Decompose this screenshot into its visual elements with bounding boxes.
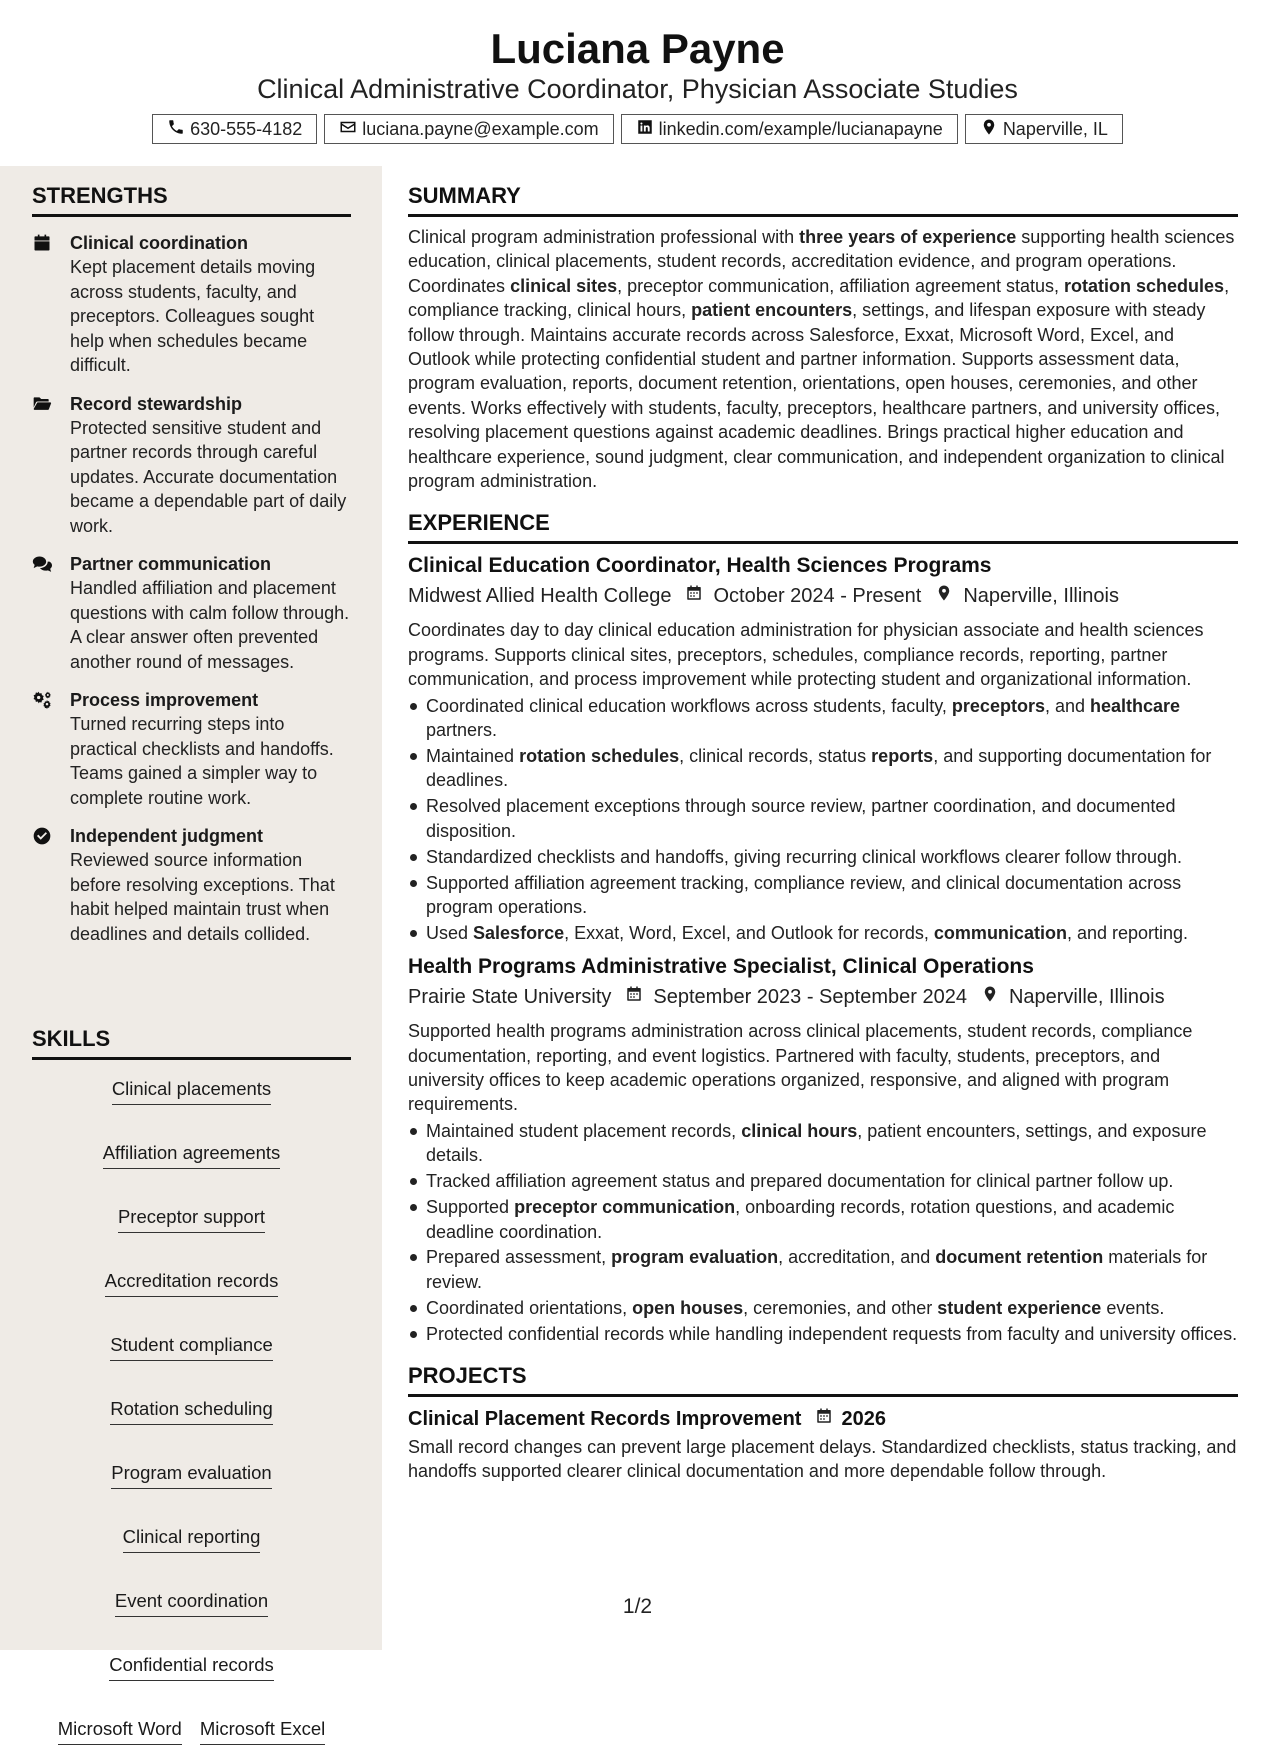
sidebar: [0, 166, 382, 1739]
job-bullet: Supported preceptor communication, onboarding records, rotation questions, and academic deadline coordination.: [408, 1195, 1238, 1244]
strength-name: Partner communication: [70, 554, 272, 574]
strength-desc: Reviewed source information before resolving exceptions. That habit helped maintain trust when deadlines and details collided.: [70, 850, 335, 944]
job-bullet: Coordinated clinical education workflows across students, faculty, preceptors, and healthcare partners.: [408, 694, 1238, 743]
skill-tag: Clinical reporting: [123, 1525, 261, 1553]
check-circle-icon: [32, 824, 70, 946]
calendar-icon: [801, 1405, 841, 1433]
skill-tag: Clinical placements: [112, 1077, 271, 1105]
summary-heading: SUMMARY: [408, 183, 1238, 217]
map-pin-icon: [980, 118, 998, 141]
contact-linkedin-text: linkedin.com/example/lucianapayne: [658, 118, 943, 139]
skill-tag: Event coordination: [115, 1589, 268, 1617]
calendar-icon: [611, 983, 653, 1011]
job-location: Naperville, Illinois: [1008, 986, 1165, 1009]
strength-name: Record stewardship: [70, 393, 243, 414]
skills-section: [32, 1026, 351, 1745]
strength-desc: Turned recurring steps into practical checklists and handoffs. Teams gained a simpler way to complete routine work.: [70, 714, 334, 808]
job-org: Prairie State University: [408, 986, 612, 1009]
summary-text: Clinical program administration professional with three years of experience supporting health sciences education, clinical placements, student records, accreditation evidence, and program operations. Coordinates clinical sites, preceptor communication, affiliation agreement status, rotation schedules, compliance tracking, clinical hours, patient encounters, settings, and lifespan exposure with steady follow through. Maintains accurate records across Salesforce, Exxat, Microsoft Word, Excel, and Outlook while protecting confidential student and partner information. Supports assessment data, program evaluation, reports, document retention, orientations, open houses, ceremonies, and other events. Works effectively with students, faculty, preceptors, healthcare partners, and university offices, resolving placement questions against academic deadlines. Brings practical higher education and healthcare experience, sound judgment, clear communication, and independent organization to clinical program administration.: [408, 227, 1235, 492]
page-number: 1/2: [622, 1595, 653, 1618]
skill-tag: Preceptor support: [118, 1205, 265, 1233]
job-bullets: [408, 694, 1238, 946]
job-bullet: Used Salesforce, Exxat, Word, Excel, and Outlook for records, communication, and reporting.: [408, 921, 1238, 945]
contact-bar: [0, 114, 1275, 144]
strength-desc: Handled affiliation and placement questions with calm follow through. A clear answer often prevented another round of messages.: [70, 578, 350, 672]
calendar-icon: [32, 231, 70, 378]
strength-name: Process improvement: [70, 690, 259, 710]
job-dates: October 2024 - Present: [713, 585, 922, 608]
strength-item: [32, 231, 351, 378]
projects-section: [408, 1363, 1238, 1484]
job-dates: September 2023 - September 2024: [653, 986, 967, 1009]
job-description: Coordinates day to day clinical education administration for physician associate and health sciences programs. Supports clinical sites, preceptors, schedules, compliance records, reporting, partner communication, and process improvement while protecting student and organizational information.: [408, 620, 1204, 690]
job-description: Supported health programs administration across clinical placements, student records, compliance documentation, reporting, and event logistics. Partnered with faculty, students, preceptors, and university offices to keep academic operations organized, responsive, and aligned with program requirements.: [408, 1021, 1193, 1115]
map-pin-icon: [921, 582, 963, 610]
skill-tag: Affiliation agreements: [103, 1141, 281, 1169]
phone-icon: [167, 118, 185, 141]
job-bullet: Resolved placement exceptions through source review, partner coordination, and documented disposition.: [408, 794, 1238, 843]
resume-header: [0, 0, 1275, 166]
strength-item: [32, 392, 351, 539]
contact-location-text: Naperville, IL: [1002, 118, 1108, 139]
job-title: Clinical Education Coordinator, Health Sciences Programs: [408, 554, 992, 578]
job-bullet: Coordinated orientations, open houses, ceremonies, and other student experience events.: [408, 1296, 1238, 1320]
contact-linkedin[interactable]: [621, 114, 958, 144]
map-pin-icon: [967, 983, 1009, 1011]
job-bullet: Maintained student placement records, clinical hours, patient encounters, settings, and exposure details.: [408, 1119, 1238, 1168]
job-entry: [408, 953, 1238, 1346]
project-title: Clinical Placement Records Improvement: [408, 1408, 802, 1431]
project-description: Small record changes can prevent large placement delays. Standardized checklists, status tracking, and handoffs supported clearer clinical documentation and more dependable follow through.: [408, 1437, 1237, 1482]
job-bullet: Supported affiliation agreement tracking, compliance review, and clinical documentation across program operations.: [408, 871, 1238, 920]
skill-tag: Accreditation records: [105, 1269, 279, 1297]
contact-email[interactable]: [324, 114, 613, 144]
contact-phone[interactable]: [152, 114, 317, 144]
comments-icon: [32, 552, 70, 674]
experience-heading: EXPERIENCE: [408, 510, 1238, 544]
job-bullet: Standardized checklists and handoffs, giving recurring clinical workflows clearer follow through.: [408, 845, 1238, 869]
job-bullet: Tracked affiliation agreement status and prepared documentation for clinical partner follow up.: [408, 1169, 1238, 1193]
projects-heading: PROJECTS: [408, 1363, 1238, 1397]
strength-item: [32, 824, 351, 946]
job-bullet: Maintained rotation schedules, clinical records, status reports, and supporting documentation for deadlines.: [408, 744, 1238, 793]
skill-tag: Student compliance: [110, 1333, 273, 1361]
strength-name: Independent judgment: [70, 826, 263, 846]
job-title: Health Programs Administrative Specialist, Clinical Operations: [408, 955, 1034, 979]
gears-icon: [32, 688, 70, 810]
skills-heading: SKILLS: [32, 1026, 351, 1060]
contact-email-text: luciana.payne@example.com: [362, 118, 599, 139]
main-content: [408, 166, 1238, 1484]
strength-desc: Kept placement details moving across students, faculty, and preceptors. Colleagues sought help when schedules became difficult.: [70, 257, 316, 375]
skills-list: [32, 1077, 351, 1745]
skill-tag: Microsoft Excel: [200, 1717, 325, 1745]
project-header: [408, 1405, 1238, 1433]
job-entry: [408, 552, 1238, 945]
experience-section: [408, 510, 1238, 1346]
job-bullets: [408, 1119, 1238, 1346]
strength-item: [32, 688, 351, 810]
strength-name: Clinical coordination: [70, 233, 249, 253]
summary-section: [408, 183, 1238, 493]
project-year: 2026: [841, 1408, 886, 1431]
contact-phone-text: 630-555-4182: [190, 118, 303, 139]
strengths-heading: STRENGTHS: [32, 183, 351, 217]
skill-tag: Confidential records: [109, 1653, 274, 1681]
job-org: Midwest Allied Health College: [408, 585, 672, 608]
skill-tag: Rotation scheduling: [110, 1397, 273, 1425]
job-bullet: Prepared assessment, program evaluation, accreditation, and document retention materials for review.: [408, 1245, 1238, 1294]
calendar-icon: [671, 582, 713, 610]
email-icon: [339, 118, 357, 141]
candidate-name: Luciana Payne: [490, 25, 785, 72]
job-location: Naperville, Illinois: [963, 585, 1119, 608]
job-meta: [408, 582, 1238, 610]
candidate-title: Clinical Administrative Coordinator, Physician Associate Studies: [257, 74, 1018, 104]
job-meta: [408, 983, 1238, 1011]
skill-tag: Program evaluation: [111, 1461, 271, 1489]
contact-location: [965, 114, 1123, 144]
strengths-section: [32, 183, 351, 946]
job-bullet: Protected confidential records while handling independent requests from faculty and university offices.: [408, 1322, 1238, 1346]
strength-desc: Protected sensitive student and partner records through careful updates. Accurate documentation became a dependable part of daily work.: [70, 417, 347, 536]
skill-tag: Microsoft Word: [58, 1717, 182, 1745]
folder-open-icon: [32, 392, 70, 539]
strength-item: [32, 552, 351, 674]
linkedin-icon: [636, 118, 654, 141]
